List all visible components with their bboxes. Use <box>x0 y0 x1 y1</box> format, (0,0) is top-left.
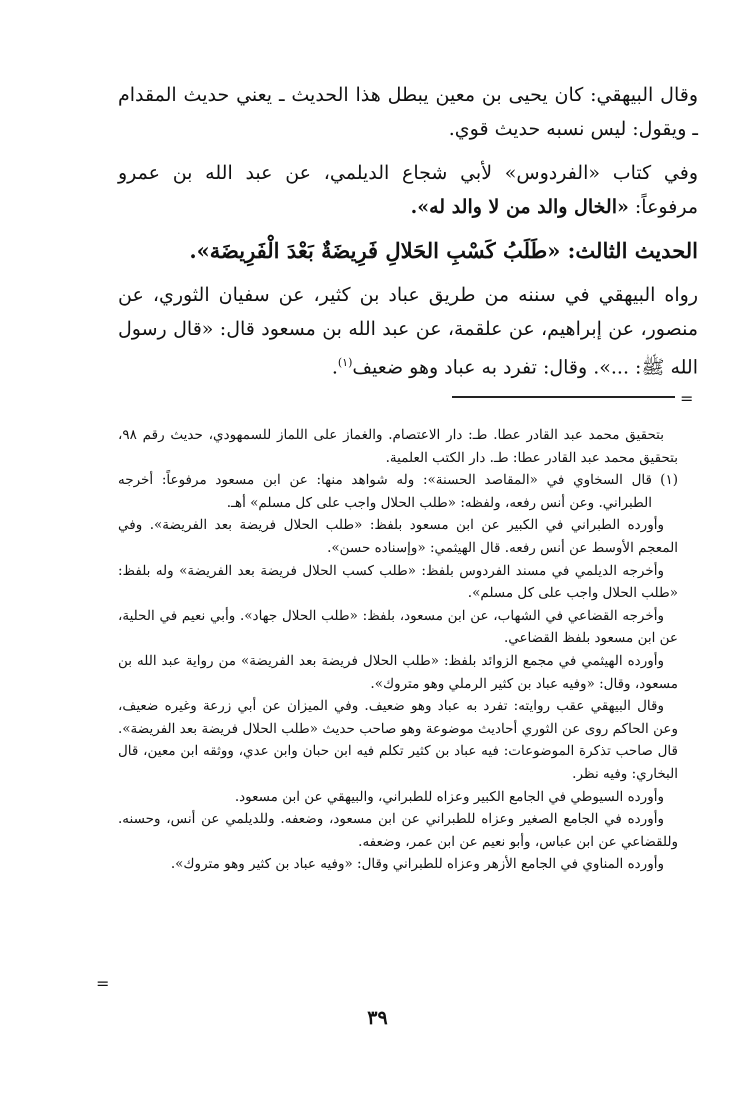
footnote-line-qudai: وأخرجه القضاعي في الشهاب، عن ابن مسعود، بلفظ: «طلب الحلال جهاد». وأبي نعيم في الحلية، عن ابن مسعود بلفظ القضاعي. <box>118 607 678 647</box>
footnote-1 <box>118 469 678 514</box>
paragraph-bayhaqi-quote: وقال البيهقي: كان يحيى بن معين يبطل هذا الحديث ـ يعني حديث المقدام ـ ويقول: ليس نسبه حديث قوي. <box>118 84 698 140</box>
footnote-1-number: (١) <box>660 472 678 489</box>
footnote-reference: (١) <box>337 356 353 369</box>
footnote-line-bayhaqi: وقال البيهقي عقب روايته: تفرد به عباد وهو ضعيف. وفي الميزان عن أبي زرعة وغيره ضعيف، وعن الحاكم روى عن الثوري أحاديث موضوعة وهو صاحب حديث «طلب الحلال فريضة بعد الفريضة». قال صاحب تذكرة الموضوعات: فيه عباد بن كثير تكلم فيه ابن حبان وابن عدي، ووثقه ابن معين، قال البخاري: وفيه نظر. <box>118 698 678 782</box>
continuation-mark-top: = <box>680 389 694 408</box>
continuation-mark-bottom: = <box>96 974 110 993</box>
footnote-continued: بتحقيق محمد عبد القادر عطا. طـ: دار الاعتصام. والغماز على اللماز للسمهودي، حديث رقم ٩٨، بتحقيق محمد عبد القادر عطا: طـ. دار الكتب العلمية. <box>118 427 678 466</box>
main-text <box>118 78 698 394</box>
section-heading-third-hadith: الحديث الثالث: «طَلَبُ كَسْبِ الحَلالِ فَرِيضَةٌ بَعْدَ الْفَرِيضَة». <box>189 238 698 263</box>
footnote-line-tabarani: وأورده الطبراني في الكبير عن ابن مسعود بلفظ: «طلب الحلال فريضة بعد الفريضة». وفي المعجم الأوسط عن أنس رفعه. قال الهيثمي: «وإسناده حسن». <box>118 517 678 556</box>
sunan-text-end: . <box>331 356 338 379</box>
footnote-separator <box>452 396 675 398</box>
page-number: ٣٩ <box>367 1007 388 1029</box>
firdaws-intro: وفي كتاب «الفردوس» لأبي شجاع الديلمي، عن عبد الله بن عمرو مرفوعاً: <box>118 162 698 218</box>
sunan-text: رواه البيهقي في سننه من طريق عباد بن كثير، عن سفيان الثوري، عن منصور، عن إبراهيم، عن علقمة، عن عبد الله بن مسعود قال: «قال رسول الله ﷺ: ...». وقال: تفرد به عباد وهو ضعيف <box>118 284 698 379</box>
footnotes <box>118 424 678 876</box>
footnote-line-suyuti-kabir: وأورده السيوطي في الجامع الكبير وعزاه للطبراني، والبيهقي عن ابن مسعود. <box>234 788 664 805</box>
paragraph-bayhaqi-sunan <box>118 278 698 384</box>
footnote-1-text: قال السخاوي في «المقاصد الحسنة»: وله شواهد منها: عن ابن مسعود مرفوعاً: أخرجه الطبراني. وعن أنس رفعه، ولفظه: «طلب الحلال واجب على كل مسلم» أهـ. <box>118 472 652 511</box>
footnote-line-munawi: وأورده المناوي في الجامع الأزهر وعزاه للطبراني وقال: «وفيه عباد بن كثير وهو متروك». <box>170 856 664 873</box>
footnote-line-haythami: وأورده الهيثمي في مجمع الزوائد بلفظ: «طلب الحلال فريضة بعد الفريضة» من رواية عبد الله بن مسعود، وقال: «وفيه عباد بن كثير الرملي وهو متروك». <box>118 652 678 692</box>
paragraph-firdaws <box>118 156 698 224</box>
footnote-line-daylami: وأخرجه الديلمي في مسند الفردوس بلفظ: «طلب كسب الحلال فريضة بعد الفريضة» وله بلفظ: «طلب الحلال واجب على كل مسلم». <box>118 562 678 602</box>
firdaws-hadith-text: «الخال والد من لا والد له». <box>410 196 629 218</box>
footnote-line-suyuti-saghir: وأورده في الجامع الصغير وعزاه للطبراني عن ابن مسعود، وضعفه. وللديلمي عن أنس، وحسنه. وللقضاعي عن ابن عباس، وأبو نعيم عن ابن عمر، وضعفه. <box>118 811 678 850</box>
